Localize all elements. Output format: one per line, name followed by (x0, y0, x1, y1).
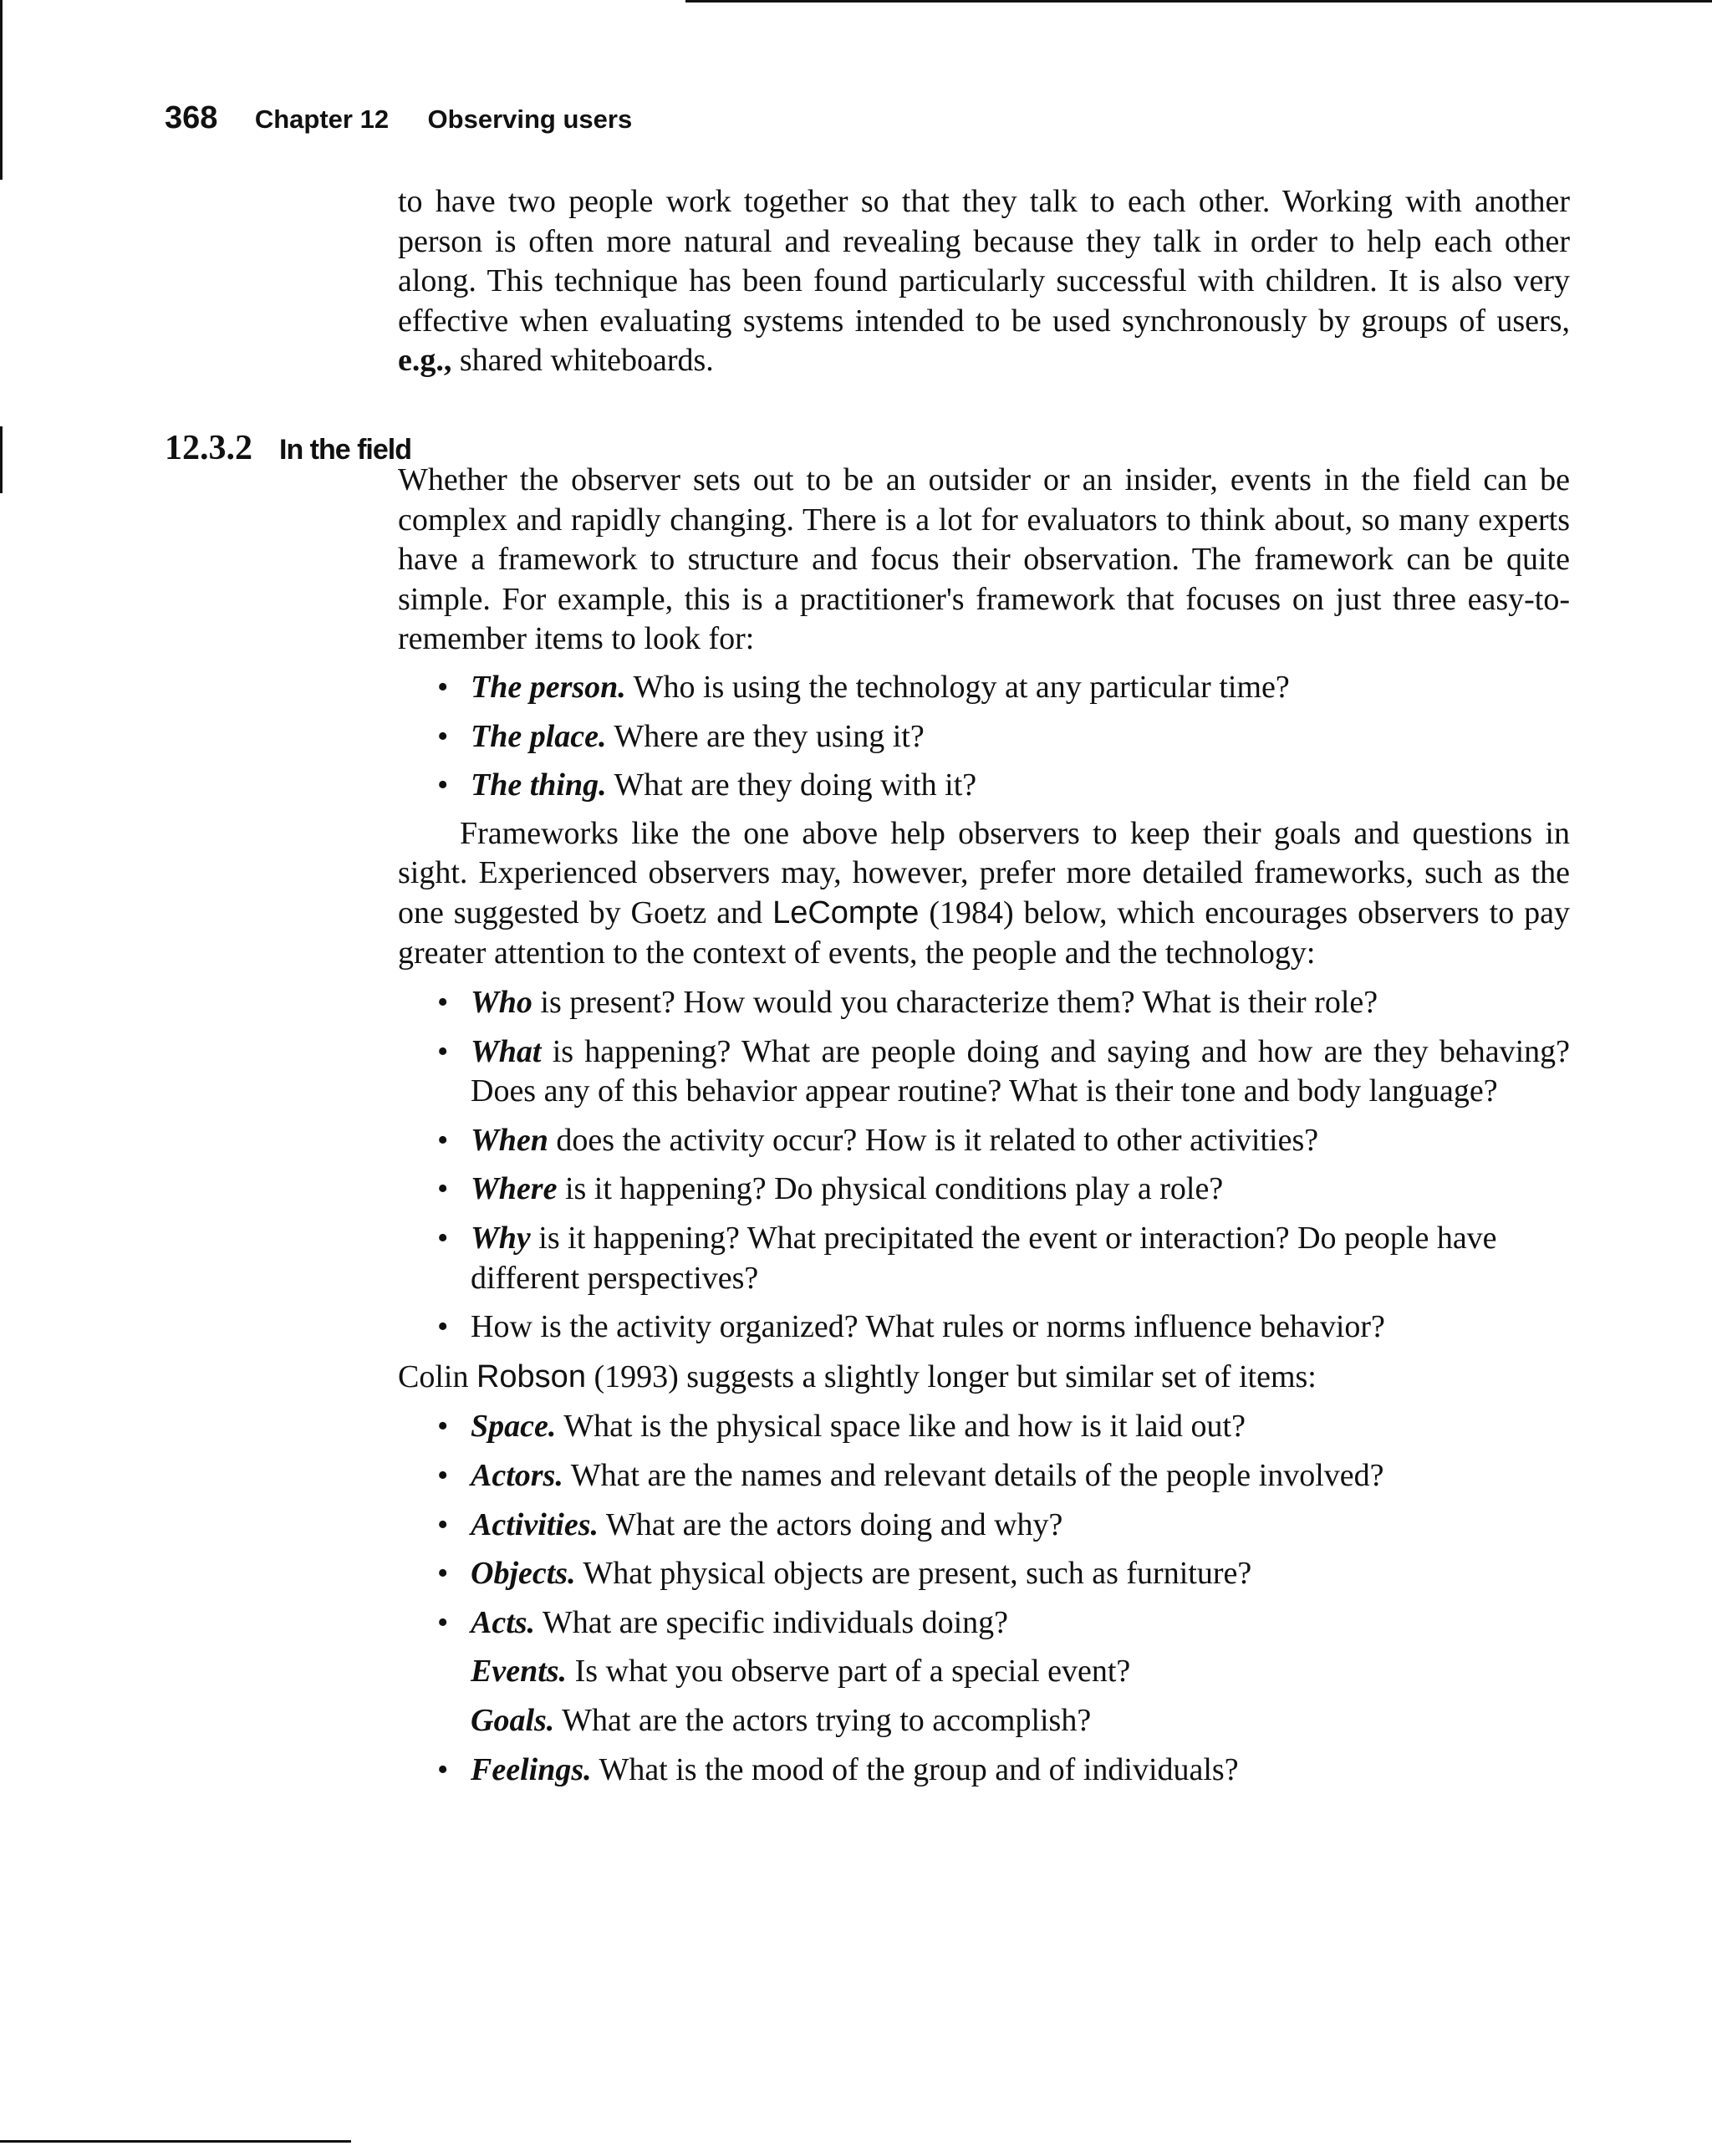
list-item-term: Where (471, 1171, 558, 1207)
list-item (437, 1603, 1570, 1644)
list-item-term: Objects. (471, 1556, 576, 1592)
list-item (451, 1652, 1570, 1692)
list-item-text: How is the activity organized? What rules or norms influence behavior? (471, 1309, 1385, 1345)
list-item-term: What (471, 1033, 542, 1069)
list-item-text: What are the actors doing and why? (605, 1506, 1063, 1542)
paragraph-intro-end: shared whiteboards. (459, 343, 714, 379)
bullet: • (437, 1171, 449, 1207)
section-number: 12.3.2 (165, 429, 252, 467)
list-item-term: Who (471, 985, 532, 1021)
paragraph-robson-end: (1993) suggests a slightly longer but similar set of items: (594, 1358, 1317, 1394)
list-item (437, 1554, 1570, 1594)
list-item-term: Why (471, 1221, 531, 1256)
paragraph-robson-start: Colin (398, 1358, 469, 1394)
paragraph-field: Whether the observer sets out to be an outsider or an insider, events in the field can be complex and rapidly changing. There is a lot for evaluators to think about, so many experts have a framework to structure and focus their observation. The framework can be quite simple. For example, this is a practitioner's framework that focuses on just three easy-to-remember items to look for: (398, 461, 1570, 657)
list-item-term: Acts. (471, 1604, 536, 1640)
list-item-term: The place. (471, 718, 607, 754)
bullet: • (437, 1604, 449, 1640)
list-item-text: Where are they using it? (614, 718, 925, 754)
author-name: Robson (476, 1358, 586, 1394)
list-item-term: The person. (471, 669, 626, 705)
list-item (451, 1701, 1570, 1741)
bullet: • (437, 718, 449, 754)
paragraph-frameworks (398, 814, 1570, 973)
paragraph-intro (398, 182, 1570, 381)
chapter-title: Observing users (427, 104, 633, 134)
list-robson (398, 1407, 1570, 1790)
bullet: • (437, 1751, 449, 1787)
list-item (437, 668, 1570, 708)
bullet: • (437, 1221, 449, 1256)
list-item-term: Events. (471, 1654, 568, 1690)
list-item (437, 766, 1570, 806)
list-item-term: Goals. (471, 1703, 555, 1738)
list-item-text: is present? How would you characterize them? What is their role? (540, 985, 1378, 1021)
list-item (437, 1121, 1570, 1161)
list-item-term: Activities. (471, 1506, 599, 1542)
bullet: • (437, 669, 449, 705)
list-item-text: What are specific individuals doing? (542, 1604, 1009, 1640)
top-rule (685, 0, 1712, 3)
list-item (437, 1032, 1570, 1112)
list-item-text: What are they doing with it? (614, 767, 977, 803)
section-heading (165, 428, 411, 468)
list-item (437, 1407, 1570, 1447)
bullet: • (437, 1309, 449, 1345)
list-item-term: Feelings. (471, 1751, 592, 1787)
bullet: • (437, 767, 449, 803)
list-item (437, 1751, 1570, 1791)
list-item-text: is happening? What are people doing and saying and how are they behaving? Does any of this behavior appear routine? What is their tone and body language? (471, 1033, 1570, 1109)
list-item-text: What physical objects are present, such as furniture? (583, 1556, 1252, 1592)
list-item-text: What is the physical space like and how is it laid out? (563, 1409, 1246, 1445)
paragraph-frameworks-text: Frameworks like the one above help observers to keep their goals and questions in sight. Experienced observers may, however, prefer more detailed frameworks, such as the one suggested by Goetz and (398, 815, 1570, 930)
list-item-term: Actors. (471, 1458, 563, 1494)
margin-bar-top (0, 0, 3, 180)
list-item-text: What is the mood of the group and of individuals? (599, 1751, 1239, 1787)
bullet: • (437, 1556, 449, 1592)
list-item-text: Is what you observe part of a special event? (574, 1654, 1131, 1690)
list-item-term: When (471, 1122, 548, 1158)
list-item (437, 717, 1570, 757)
list-item (437, 983, 1570, 1023)
body-text (398, 182, 1570, 1790)
bullet: • (437, 1122, 449, 1158)
list-goetz-lecompte (398, 983, 1570, 1348)
running-head (165, 100, 632, 136)
list-item-text: is it happening? What precipitated the event or interaction? Do people have different perspectives? (471, 1221, 1497, 1296)
section-title: In the field (279, 434, 411, 466)
list-item-text: Who is using the technology at any particular time? (633, 669, 1290, 705)
list-item (437, 1456, 1570, 1496)
bullet: • (437, 985, 449, 1021)
chapter-label: Chapter 12 (254, 104, 390, 134)
list-item (437, 1170, 1570, 1210)
bottom-rule (0, 2140, 351, 2143)
bullet: • (437, 1033, 449, 1069)
paragraph-intro-eg: e.g., (398, 343, 452, 379)
list-item-term: Space. (471, 1409, 557, 1445)
page-number: 368 (165, 100, 218, 135)
paragraph-frameworks-end: (1984) below, which encourages observers to pay greater attention to the context of events, the people and the technology: (398, 895, 1571, 971)
list-item-text: does the activity occur? How is it related to other activities? (556, 1122, 1319, 1158)
list-item-text: What are the names and relevant details of the people involved? (570, 1458, 1384, 1494)
bullet: • (437, 1458, 449, 1494)
list-item (437, 1506, 1570, 1546)
bullet: • (437, 1506, 449, 1542)
list-item (437, 1307, 1570, 1348)
list-item-term: The thing. (471, 767, 607, 803)
paragraph-robson (398, 1358, 1570, 1398)
author-name: LeCompte (772, 895, 920, 930)
list-practitioner-framework (398, 668, 1570, 806)
paragraph-intro-text: to have two people work together so that they talk to each other. Working with another person is often more natural and revealing because they talk in order to help each other along. This technique has been found particularly successful with children. It is also very effective when evaluating systems intended to be used synchronously by groups of users, (398, 184, 1570, 339)
list-item-text: is it happening? Do physical conditions play a role? (564, 1171, 1224, 1207)
bullet: • (437, 1409, 449, 1445)
list-item (437, 1219, 1570, 1298)
list-item-text: What are the actors trying to accomplish? (562, 1703, 1092, 1738)
margin-bar-section (0, 426, 3, 493)
